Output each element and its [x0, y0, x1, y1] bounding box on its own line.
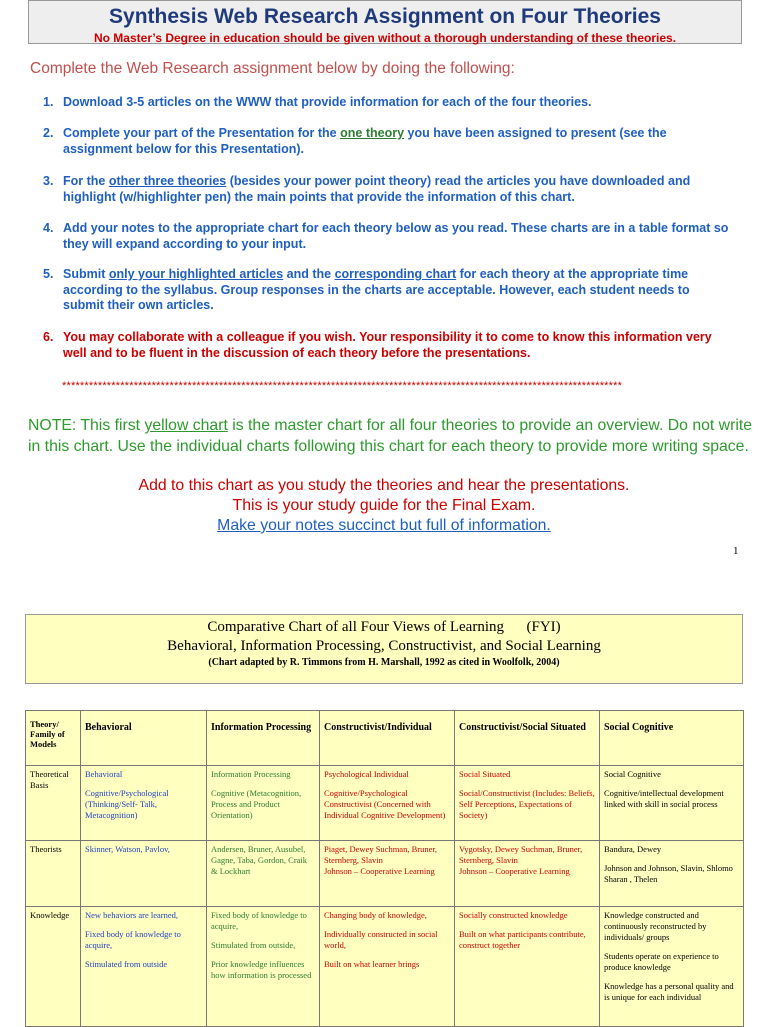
table-cell: Andersen, Bruner, Ausubel, Gagne, Taba, Gordon, Craik & Lockhart — [207, 841, 320, 907]
page-title: Synthesis Web Research Assignment on Four Theories — [109, 5, 661, 28]
note-underline: yellow chart — [144, 417, 228, 434]
intro-text: Complete the Web Research assignment below by doing the following: — [30, 60, 515, 77]
table-header: Behavioral — [81, 711, 207, 766]
table-header-row — [26, 711, 744, 766]
page-subtitle: No Master’s Degree in education should be given without a thorough understanding of these theories. — [93, 31, 677, 45]
table-cell: Skinner, Watson, Pavlov, — [81, 841, 207, 907]
comparison-table — [25, 710, 744, 1027]
chart-citation: (Chart adapted by R. Timmons from H. Marshall, 1992 as cited in Woolfolk, 2004) — [208, 657, 560, 668]
red-line-2: This is your study guide for the Final Exam. — [232, 497, 536, 514]
chart-title: Comparative Chart of all Four Views of Learning (FYI) — [207, 619, 561, 635]
table-cell: Socially constructed knowledge Built on what participants contribute, construct together — [455, 907, 600, 1027]
step-text: You may collaborate with a colleague if you wish. Your responsibility it to come to know this information very well and to be fluent in the discussion of each theory before the presentations. — [63, 330, 712, 360]
divider-stars: ***************************************************************************************************************************** — [62, 380, 623, 392]
title-box — [28, 0, 742, 44]
table-cell: Social Cognitive Cognitive/intellectual development linked with skill in social process — [600, 766, 744, 841]
step-underline: corresponding chart — [334, 267, 457, 281]
table-cell: Knowledge constructed and continuously reconstructed by individuals/ groups Students operate on experience to produce knowledge Knowledge has a personal quality and is unique for each individual — [600, 907, 744, 1027]
table-row — [26, 907, 744, 1027]
table-cell: Vygotsky, Dewey Suchman, Bruner, Sternberg, Slavin Johnson – Cooperative Learning — [455, 841, 600, 907]
table-header: Social Cognitive — [600, 711, 744, 766]
step-2 — [30, 126, 730, 157]
table-header: Information Processing — [207, 711, 320, 766]
table-cell: Changing body of knowledge, Individually constructed in social world, Built on what learner brings — [320, 907, 455, 1027]
table-cell: New behaviors are learned, Fixed body of knowledge to acquire, Stimulated from outside — [81, 907, 207, 1027]
page-number: 1 — [733, 545, 739, 557]
step-number: 4. — [43, 221, 54, 235]
row-label: Knowledge — [26, 907, 81, 1027]
step-1 — [30, 95, 730, 111]
table-row — [26, 766, 744, 841]
table-cell: Psychological Individual Cognitive/Psychological Constructivist (Concerned with Individual Cognitive Development) — [320, 766, 455, 841]
table-header: Constructivist/Social Situated — [455, 711, 600, 766]
step-text: Submit only your highlighted articles and the corresponding chart for each theory at the appropriate time according to the syllabus. Group responses in the charts are acceptable. However, each student needs to submit their own articles. — [63, 267, 690, 312]
table-cell: Fixed body of knowledge to acquire, Stimulated from outside, Prior knowledge influences how information is processed — [207, 907, 320, 1027]
step-number: 1. — [43, 95, 54, 109]
step-3 — [30, 174, 730, 205]
row-label: Theorists — [26, 841, 81, 907]
step-5 — [30, 267, 730, 314]
table-cell: Piaget, Dewey Suchman, Bruner, Sternberg, Slavin Johnson – Cooperative Learning — [320, 841, 455, 907]
blue-line: Make your notes succinct but full of information. — [217, 517, 551, 534]
red-line-1: Add to this chart as you study the theories and hear the presentations. — [138, 477, 630, 494]
step-text: Complete your part of the Presentation for the one theory you have been assigned to present (see the assignment below for this Presentation). — [63, 126, 667, 156]
chart-subtitle: Behavioral, Information Processing, Constructivist, and Social Learning — [167, 638, 601, 654]
step-4 — [30, 221, 730, 252]
table-header: Theory/ Family of Models — [26, 711, 81, 766]
table-row — [26, 841, 744, 907]
step-number: 2. — [43, 126, 54, 140]
table-cell: Behavioral Cognitive/Psychological (Thinking/Self- Talk, Metacognition) — [81, 766, 207, 841]
row-label: Theoretical Basis — [26, 766, 81, 841]
table-cell: Bandura, Dewey Johnson and Johnson, Slavin, Shlomo Sharan , Thelen — [600, 841, 744, 907]
table-header: Constructivist/Individual — [320, 711, 455, 766]
step-underline: other three theories — [108, 174, 227, 188]
table-cell: Information Processing Cognitive (Metacognition, Process and Product Orientation) — [207, 766, 320, 841]
table-cell: Social Situated Social/Constructivist (Includes: Beliefs, Self Perceptions, Expectations of Society) — [455, 766, 600, 841]
step-number: 5. — [43, 267, 54, 281]
step-6 — [30, 330, 730, 361]
step-number: 6. — [43, 330, 54, 344]
chart-title-box — [25, 614, 743, 684]
step-text: For the other three theories (besides your power point theory) read the articles you have downloaded and highlight (w/highlighter pen) the main points that provide the information of this chart. — [63, 174, 691, 204]
step-text: Download 3-5 articles on the WWW that provide information for each of the four theories. — [63, 95, 592, 109]
step-number: 3. — [43, 174, 54, 188]
step-underline: only your highlighted articles — [108, 267, 284, 281]
note-text: NOTE: This first yellow chart is the master chart for all four theories to provide an overview. Do not write in this chart. Use the individual charts following this chart for each theory to provide more writing space. — [28, 417, 753, 455]
step-text: Add your notes to the appropriate chart for each theory below as you read. These charts are in a table format so they will expand according to your input. — [63, 221, 729, 251]
step-underline: one theory — [340, 126, 405, 140]
